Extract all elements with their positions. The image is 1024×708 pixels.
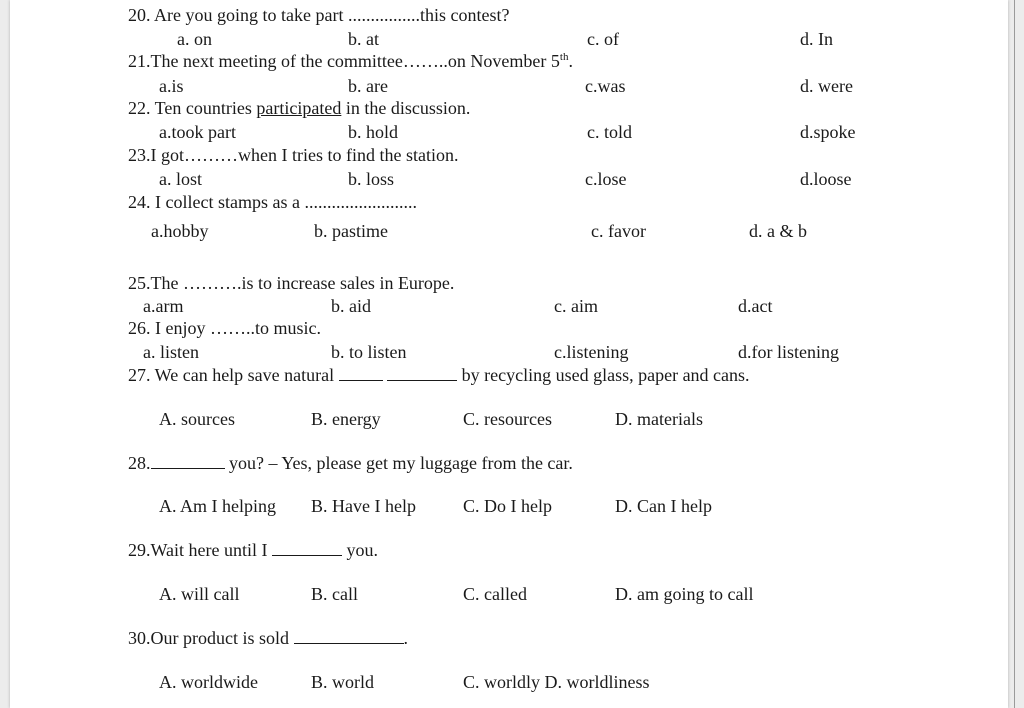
- answer-option: C. resources: [463, 409, 552, 429]
- answer-option: a.is: [159, 76, 184, 96]
- answer-option: C. Do I help: [463, 496, 552, 516]
- question-stem: 29.Wait here until I you.: [128, 540, 379, 560]
- answer-option: b. loss: [348, 169, 395, 189]
- answer-option: A. sources: [159, 409, 235, 429]
- answer-option: b. aid: [331, 296, 371, 316]
- answer-option: a.arm: [143, 296, 184, 316]
- answer-option: d. were: [800, 76, 853, 96]
- answer-option: B. world: [311, 672, 374, 692]
- answer-blank: [294, 629, 404, 644]
- question-stem: 20. Are you going to take part ................this contest?: [128, 5, 510, 25]
- answer-option: d. In: [800, 29, 833, 49]
- answer-option: a.hobby: [151, 221, 209, 241]
- question-stem: 23.I got………when I tries to find the station.: [128, 145, 459, 165]
- answer-option: a. on: [177, 29, 212, 49]
- answer-option: c. favor: [591, 221, 646, 241]
- answer-option: c. aim: [554, 296, 598, 316]
- question-stem: 25.The ……….is to increase sales in Europe.: [128, 273, 455, 293]
- answer-option: c.lose: [585, 169, 627, 189]
- answer-option: c. told: [587, 122, 632, 142]
- question-stem: 26. I enjoy ……..to music.: [128, 318, 321, 338]
- answer-option: A. Am I helping: [159, 496, 276, 516]
- question-stem: 22. Ten countries participated in the discussion.: [128, 98, 471, 118]
- question-stem: 27. We can help save natural by recycling used glass, paper and cans.: [128, 365, 750, 385]
- answer-option: A. worldwide: [159, 672, 258, 692]
- answer-option: d.act: [738, 296, 773, 316]
- question-stem: 24. I collect stamps as a .........................: [128, 192, 417, 212]
- answer-option: B. energy: [311, 409, 381, 429]
- answer-option: b. pastime: [314, 221, 388, 241]
- answer-option: c.listening: [554, 342, 629, 362]
- answer-option: d.spoke: [800, 122, 856, 142]
- answer-option: b. are: [348, 76, 388, 96]
- answer-option: B. call: [311, 584, 358, 604]
- answer-option: c.was: [585, 76, 626, 96]
- answer-option: D. materials: [615, 409, 703, 429]
- answer-blank: [151, 454, 225, 469]
- answer-option: d.loose: [800, 169, 852, 189]
- answer-blank: [339, 366, 383, 381]
- page-edge: [1014, 0, 1015, 708]
- question-stem: 30.Our product is sold .: [128, 628, 408, 648]
- answer-blank: [387, 366, 457, 381]
- answer-option: b. to listen: [331, 342, 407, 362]
- answer-option: A. will call: [159, 584, 240, 604]
- answer-option: b. at: [348, 29, 379, 49]
- question-stem: 28. you? – Yes, please get my luggage from the car.: [128, 453, 573, 473]
- question-stem: 21.The next meeting of the committee……..on November 5th.: [128, 51, 573, 71]
- answer-option: a. listen: [143, 342, 199, 362]
- answer-option: C. called: [463, 584, 527, 604]
- answer-option: c. of: [587, 29, 619, 49]
- answer-option: D. am going to call: [615, 584, 754, 604]
- answer-blank: [272, 541, 342, 556]
- answer-option: C. worldly D. worldliness: [463, 672, 650, 692]
- answer-option: b. hold: [348, 122, 399, 142]
- answer-option: a.took part: [159, 122, 236, 142]
- answer-option: d. a & b: [749, 221, 807, 241]
- answer-option: D. Can I help: [615, 496, 712, 516]
- answer-option: d.for listening: [738, 342, 839, 362]
- answer-option: B. Have I help: [311, 496, 416, 516]
- answer-option: a. lost: [159, 169, 202, 189]
